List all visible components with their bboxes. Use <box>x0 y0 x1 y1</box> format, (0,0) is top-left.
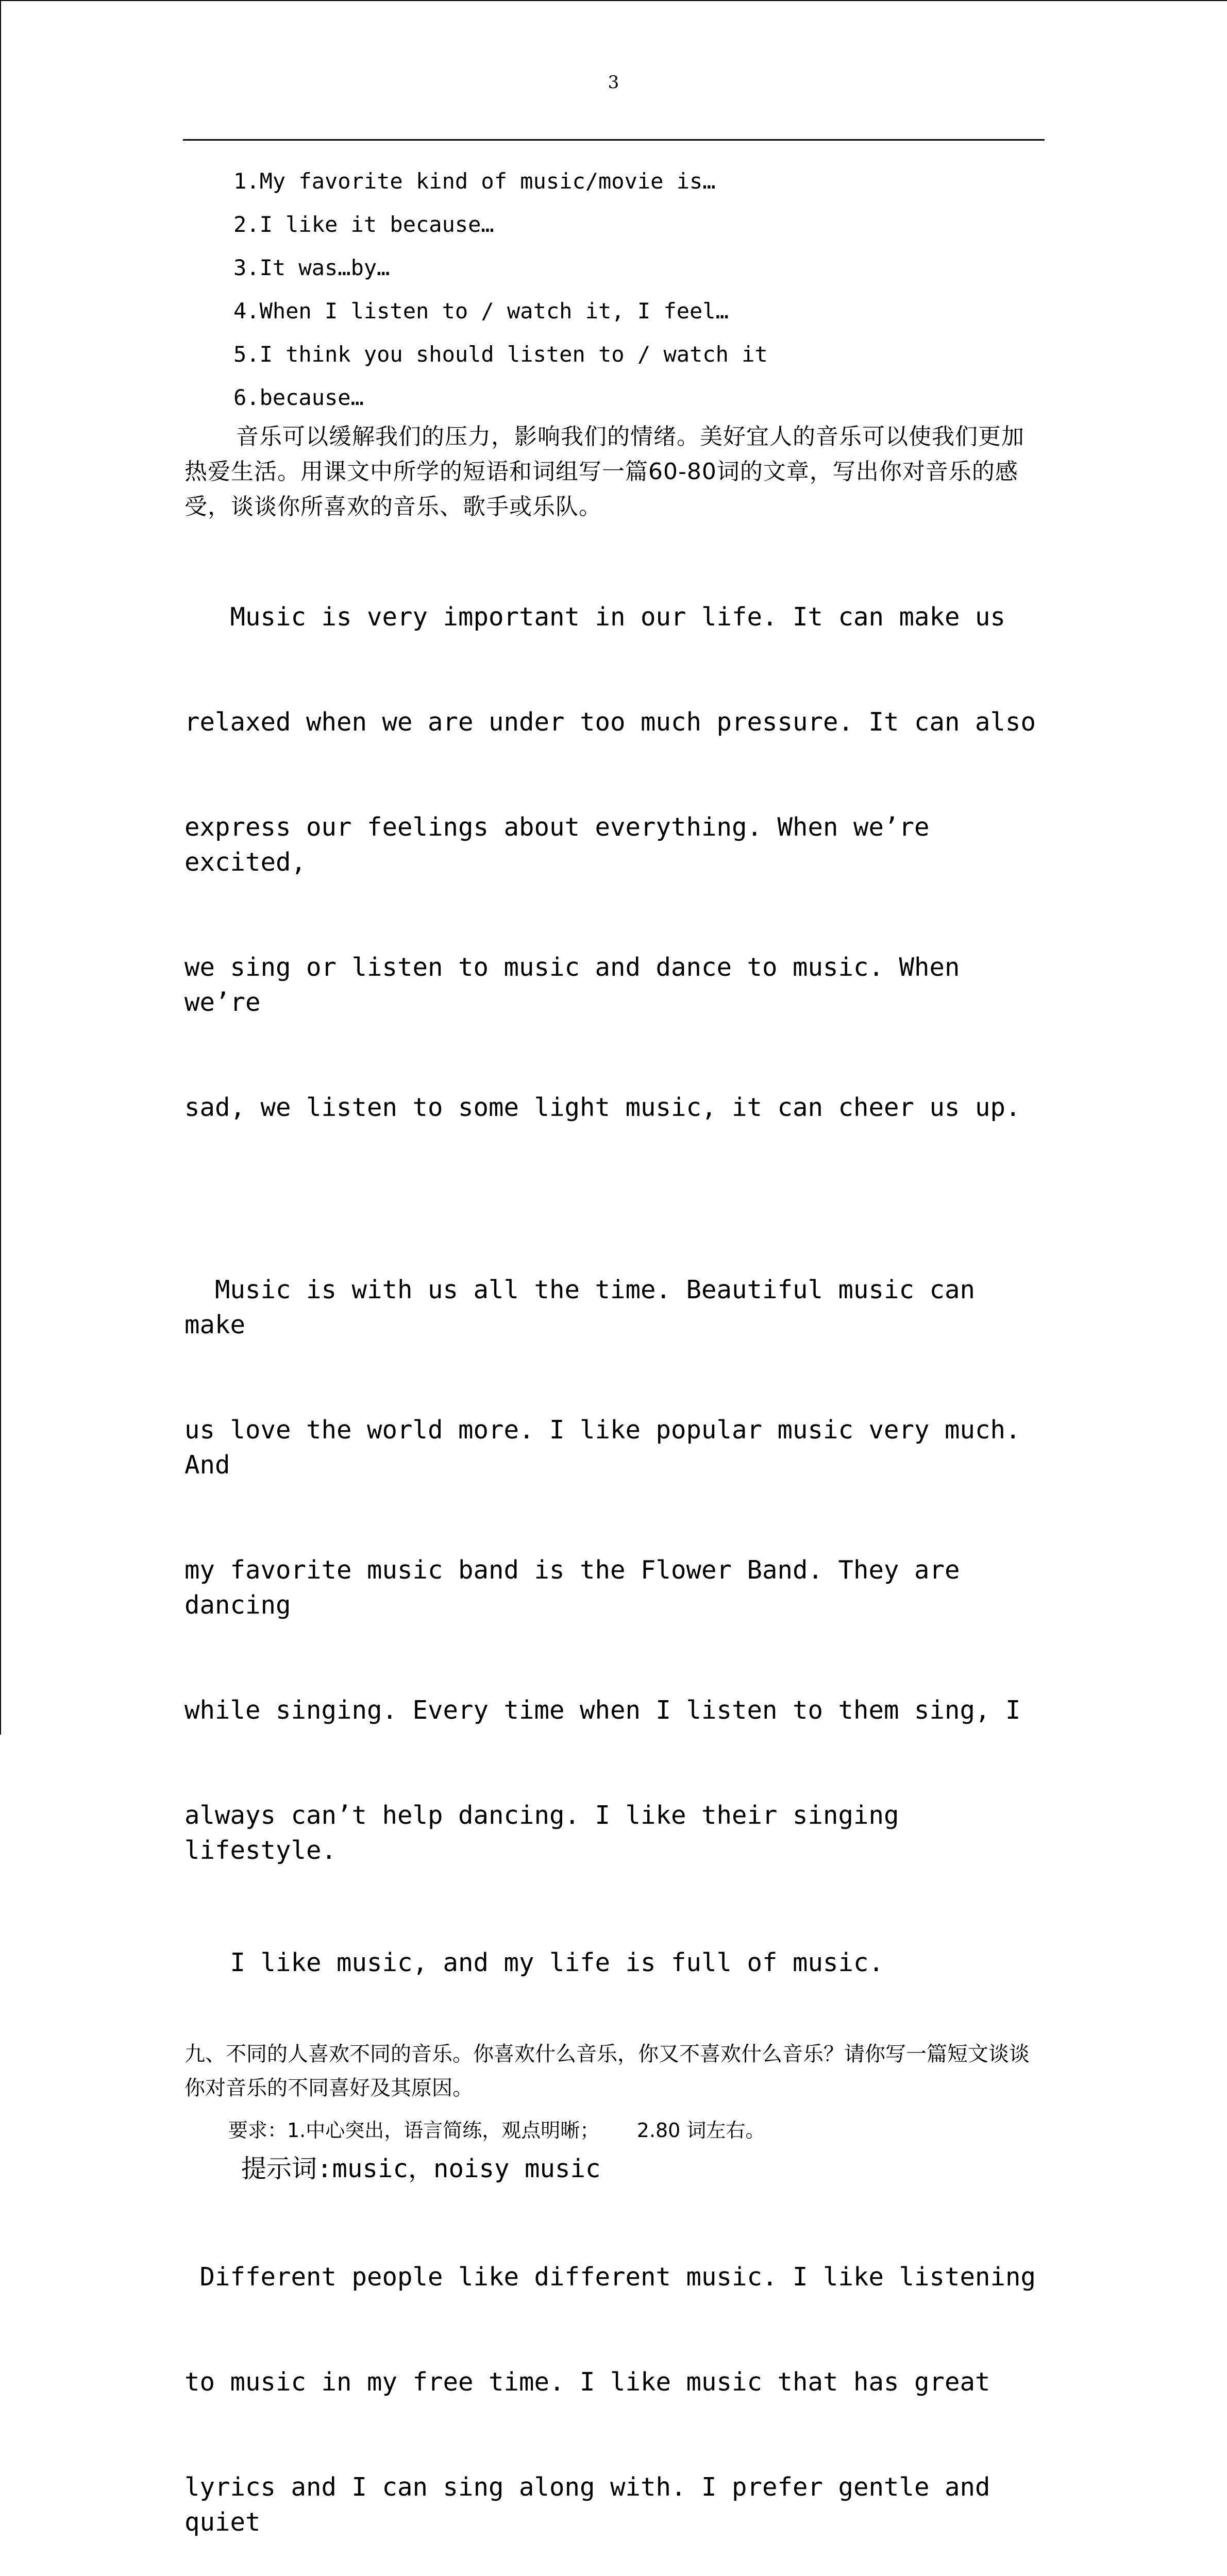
essay-line: Music is very important in our life. It can make us <box>184 602 1006 632</box>
essay-line: relaxed when we are under too much pressure. It can also <box>184 707 1036 737</box>
task9-heading: 九、不同的人喜欢不同的音乐。你喜欢什么音乐，你又不喜欢什么音乐？请你写一篇短文谈谈你对音乐的不同喜好及其原因。 <box>184 2042 1030 2100</box>
sentence-pattern-item: 1.My favorite kind of music/movie is… <box>233 168 716 194</box>
task8-prompt: 音乐可以缓解我们的压力，影响我们的情绪。美好宜人的音乐可以使我们更加热爱生活。用课文中所学的短语和词组写一篇60-80词的文章，写出你对音乐的感受，谈谈你所喜欢的音乐、歌手或乐队。 <box>184 423 1024 520</box>
sentence-pattern-item: 4.When I listen to / watch it, I feel… <box>233 298 729 324</box>
essay-line: we sing or listen to music and dance to music. When we’re <box>184 953 976 1017</box>
essay-line: always can’t help dancing. I like their singing lifestyle. <box>184 1801 915 1865</box>
sentence-pattern-item: 6.because… <box>233 385 364 410</box>
sentence-pattern-list <box>184 160 1046 419</box>
task8-essay-paragraph-1 <box>184 530 1046 1195</box>
sentence-pattern-item: 3.It was…by… <box>233 255 390 280</box>
essay-line: while singing. Every time when I listen to them sing, I <box>184 1696 1021 1725</box>
task9-requirements: 要求：1.中心突出，语言简练，观点明晰； 2.80 词左右。 <box>228 2119 765 2142</box>
hint-label: 提示词 <box>241 2154 317 2183</box>
sentence-pattern-item: 5.I think you should listen to / watch it <box>233 342 768 367</box>
essay-line: us love the world more. I like popular music very much. And <box>184 1415 1036 1480</box>
essay-line: express our feelings about everything. When we’re excited, <box>184 812 945 877</box>
essay-line: lyrics and I can sing along with. I prefer gentle and quiet <box>184 2472 1006 2537</box>
essay-line: Different people like different music. I like listening <box>184 2262 1036 2292</box>
essay-line: sad, we listen to some light music, it can cheer us up. <box>184 1093 1021 1122</box>
essay-line: to music in my free time. I like music that has great <box>184 2367 990 2397</box>
task9-hint <box>184 2148 1046 2190</box>
document-body <box>184 160 1046 2576</box>
task8-essay-paragraph-3: I like music, and my life is full of music. <box>184 1948 884 1977</box>
task9-essay <box>184 2190 1046 2576</box>
page-number: 3 <box>608 72 619 93</box>
task8-essay-paragraph-2 <box>184 1202 1046 1938</box>
hint-words: :music，noisy music <box>317 2154 601 2183</box>
header-divider <box>183 139 1045 141</box>
essay-line: Music is with us all the time. Beautiful music can make <box>184 1275 990 1340</box>
sentence-pattern-item: 2.I like it because… <box>233 212 494 237</box>
essay-line: my favorite music band is the Flower Band. They are dancing <box>184 1555 976 1620</box>
